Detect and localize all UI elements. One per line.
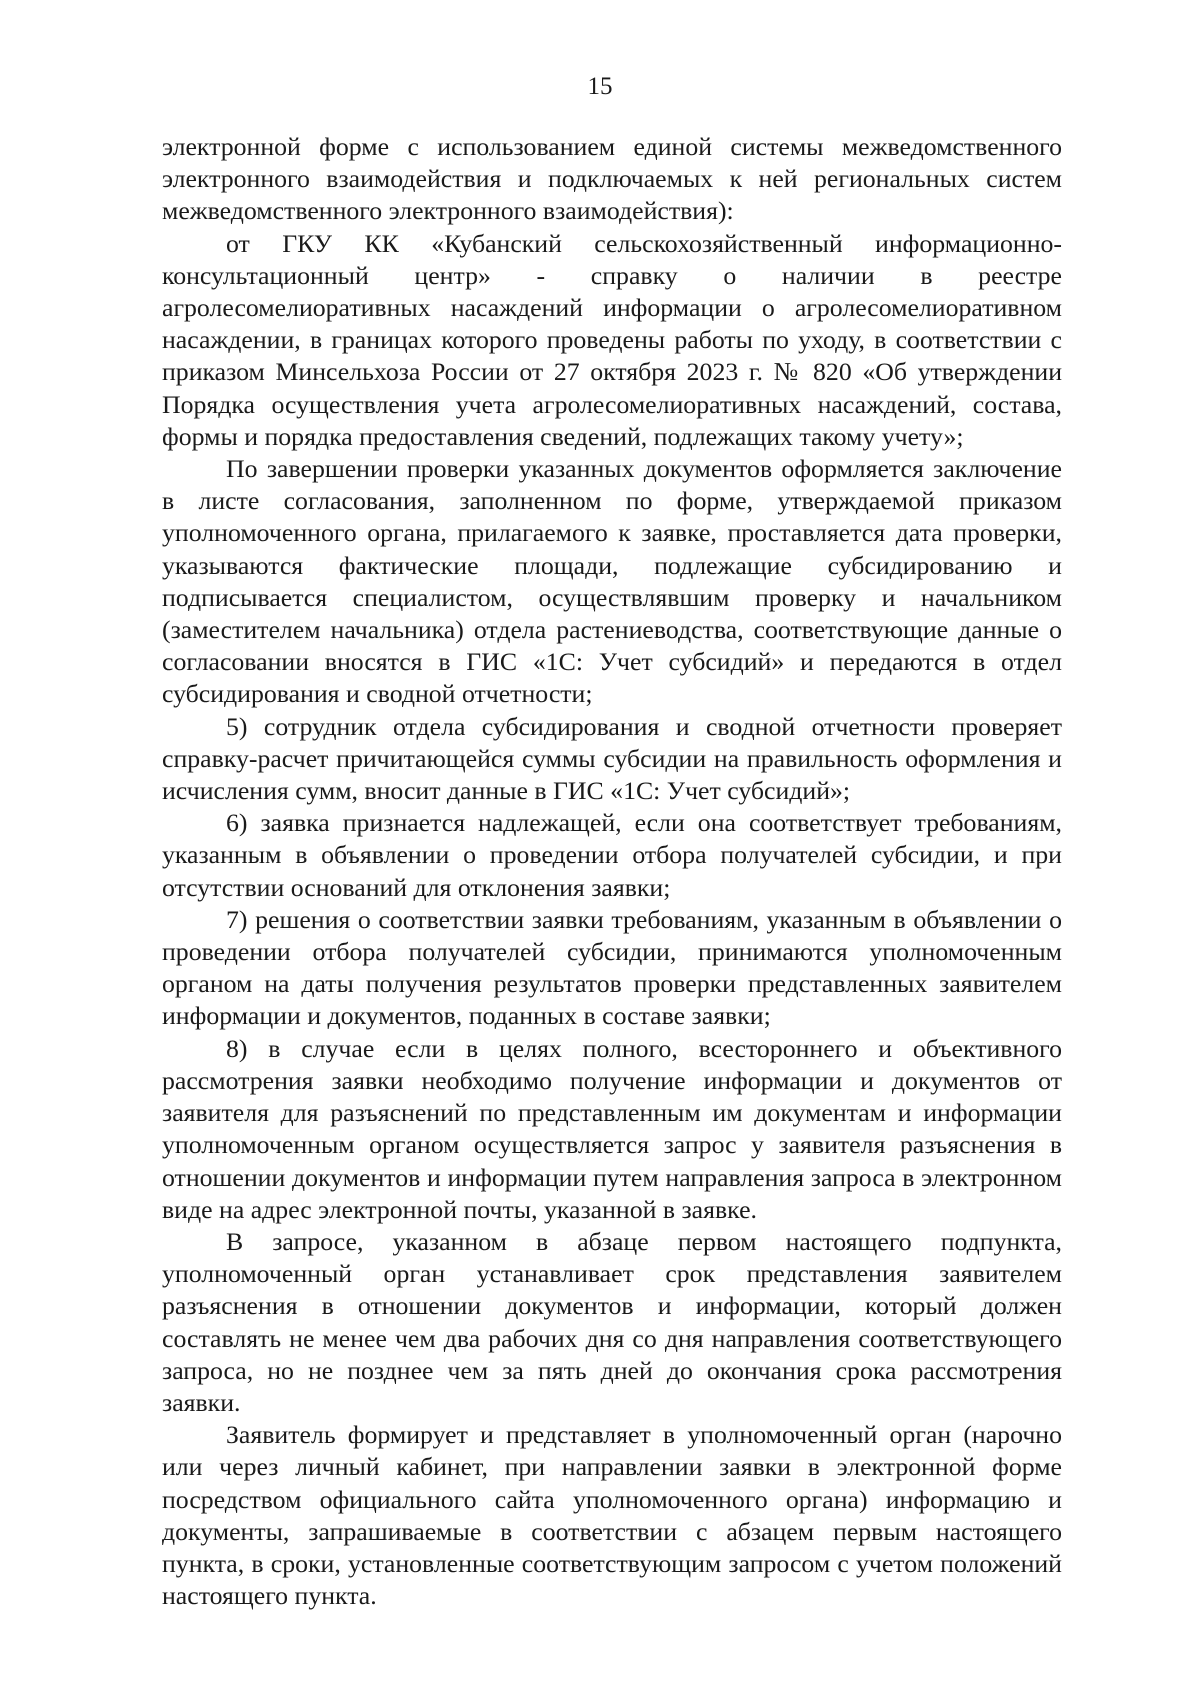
- page-number: 15: [587, 73, 613, 100]
- paragraph-item-8: 8) в случае если в целях полного, всестороннего и объективного рассмотрения заявки необходимо получение информации и документов от заявителя для разъяснений по представленным им документам и информации уполномоченным органом осуществляется запрос у заявителя разъяснения в отношении документов и информации путем направления запроса в электронном виде на адрес электронной почты, указанной в заявке.: [162, 1033, 1062, 1224]
- paragraph-item-6: 6) заявка признается надлежащей, если она соответствует требованиям, указанным в объявлении о проведении отбора получателей субсидии, и при отсутствии оснований для отклонения заявки;: [162, 808, 1062, 902]
- paragraph-verification-conclusion: По завершении проверки указанных документов оформляется заключение в листе согласования, заполненном по форме, утверждаемой приказом уполномоченного органа, прилагаемого к заявке, проставляется дата проверки, указываются фактические площади, подлежащие субсидированию и подписывается специалистом, осуществлявшим проверку и начальником (заместителем начальника) отдела растениеводства, соответствующие данные о согласовании вносятся в ГИС «1С: Учет субсидий» и передаются в отдел субсидирования и сводной отчетности;: [162, 454, 1062, 709]
- paragraph-request-deadline: В запросе, указанном в абзаце первом настоящего подпункта, уполномоченный орган устанавливает срок представления заявителем разъяснения в отношении документов и информации, который должен составлять не менее чем два рабочих дня со дня направления соответствующего запроса, но не позднее чем за пять дней до окончания срока рассмотрения заявки.: [162, 1226, 1062, 1417]
- paragraph-item-7: 7) решения о соответствии заявки требованиям, указанным в объявлении о проведении отбора получателей субсидии, принимаются уполномоченным органом на даты получения результатов проверки представленных заявителем информации и документов, поданных в составе заявки;: [162, 904, 1062, 1031]
- paragraph-gku-kk-certificate: от ГКУ КК «Кубанский сельскохозяйственный информационно-консультационный центр» - справку о наличии в реестре агролесомелиоративных насаждений информации о агролесомелиоративном насаждении, в границах которого проведены работы по уходу, в соответствии с приказом Минсельхоза России от 27 октября 2023 г. № 820 «Об утверждении Порядка осуществления учета агролесомелиоративных насаждений, состава, формы и порядка предоставления сведений, подлежащих такому учету»;: [162, 228, 1062, 451]
- paragraph-item-5: 5) сотрудник отдела субсидирования и сводной отчетности проверяет справку-расчет причитающейся суммы субсидии на правильность оформления и исчисления сумм, вносит данные в ГИС «1С: Учет субсидий»;: [162, 711, 1062, 806]
- document-body: [162, 131, 1062, 1612]
- paragraph-applicant-submission: Заявитель формирует и представляет в уполномоченный орган (нарочно или через личный кабинет, при направлении заявки в электронной форме посредством официального сайта уполномоченного органа) информацию и документы, запрашиваемые в соответствии с абзацем первым настоящего пункта, в сроки, установленные соответствующим запросом с учетом положений настоящего пункта.: [162, 1420, 1062, 1611]
- paragraph-continuation: электронной форме с использованием единой системы межведомственного электронного взаимодействия и подключаемых к ней региональных систем межведомственного электронного взаимодействия):: [162, 132, 1062, 226]
